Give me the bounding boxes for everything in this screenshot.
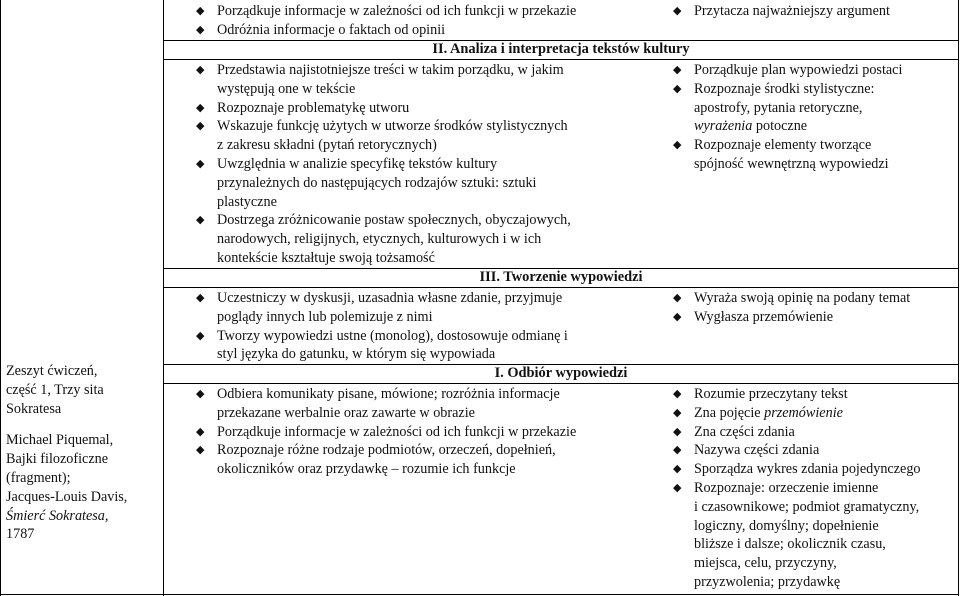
bullet-icon: ◆ [196, 64, 205, 76]
list-item [670, 385, 955, 404]
item-text: Rozumie przeczytany tekst [694, 386, 848, 402]
item-text: Porządkuje informacje w zależności od ich funkcji w przekazie [217, 423, 577, 440]
item-text: logiczny, domyślny; dopełnienie [694, 517, 879, 534]
bullet-icon: ◆ [673, 463, 682, 476]
bullet-icon: ◆ [196, 157, 205, 170]
item-text: styl języka do gatunku, w którym się wypowiada [217, 346, 496, 363]
list-item [193, 289, 653, 327]
item-text: plastyczne [217, 193, 277, 210]
bullet-icon: ◆ [673, 310, 682, 323]
section-title-creation: III. Tworzenie wypowiedzi [479, 269, 643, 285]
list-item [193, 2, 653, 21]
item-text: Rozpoznaje: orzeczenie imienne [694, 479, 879, 496]
bullet-icon: ◆ [673, 139, 682, 152]
list-item [193, 441, 653, 479]
list-item [670, 479, 955, 592]
section2-left-list [193, 61, 653, 268]
bullet-icon: ◆ [196, 329, 205, 342]
item-text: przekazane werbalnie oraz zawarte w obrazie [217, 404, 475, 421]
bullet-icon: ◆ [196, 292, 205, 304]
item-text: narodowych, religijnych, etycznych, kulturowych i w ich [217, 231, 542, 248]
item-text: okoliczników oraz przydawkę – rozumie ich funkcje [217, 461, 516, 478]
bullet-icon: ◆ [196, 444, 205, 457]
source-line: Bajki filozoficzne [6, 451, 109, 468]
bullet-icon: ◆ [196, 214, 205, 227]
item-text: bliższe i dalsze; okolicznik czasu, [694, 536, 886, 553]
item-text: Uczestniczy w dyskusji, uzasadnia własne zdanie, przyjmuje [217, 290, 563, 306]
border-col1 [163, 0, 164, 596]
item-text: wyrażenia [694, 118, 753, 135]
item-text: Porządkuje informacje w zależności od ich funkcji w przekazie [217, 3, 577, 19]
border-right [958, 0, 959, 596]
item-text: Nazywa części zdania [694, 442, 820, 459]
item-text: Wygłasza przemówienie [694, 308, 833, 325]
list-item [193, 99, 653, 118]
list-item [670, 460, 955, 479]
section-title-analysis: II. Analiza i interpretacja tekstów kultury [432, 41, 690, 57]
section-title-reception: I. Odbiór wypowiedzi [494, 365, 628, 381]
item-text: Wskazuje funkcję użytych w utworze środków stylistycznych [217, 118, 568, 135]
item-text: Wyraża swoją opinię na podany temat [694, 290, 911, 306]
source-line: 1787 [6, 526, 35, 543]
bullet-icon: ◆ [673, 64, 682, 76]
item-text: Przedstawia najistotniejsze treści w takim porządku, w jakim [217, 62, 564, 78]
item-text: Zna części zdania [694, 423, 795, 440]
item-text: i czasownikowe; podmiot gramatyczny, [694, 498, 920, 515]
item-text: spójność wewnętrzną wypowiedzi [694, 155, 889, 172]
section3-left-list [193, 289, 653, 364]
top-right-list [670, 2, 955, 21]
bullet-icon: ◆ [673, 444, 682, 457]
bullet-icon: ◆ [673, 82, 682, 95]
bullet-icon: ◆ [673, 425, 682, 438]
section1-right-list [670, 385, 955, 592]
list-item [193, 61, 653, 99]
list-item [670, 441, 955, 460]
source-line: Michael Piquemal, [6, 432, 114, 449]
item-text: przemówienie [764, 404, 843, 421]
item-text: Dostrzega zróżnicowanie postaw społecznych, obyczajowych, [217, 212, 571, 229]
list-item [193, 117, 653, 155]
item-text: Rozpoznaje problematykę utworu [217, 99, 410, 116]
source-line: Zeszyt ćwiczeń, [6, 363, 98, 379]
source-line: część 1, Trzy sita [6, 381, 104, 398]
item-text: kontekście kształtuje swoją tożsamość [217, 249, 435, 266]
divider-section2-bottom [163, 59, 959, 60]
list-item [193, 423, 653, 442]
item-text: Zna pojęcie [694, 404, 765, 421]
item-text: Tworzy wypowiedzi ustne (monolog), dostosowuje odmianę i [217, 327, 568, 344]
bullet-icon: ◆ [673, 388, 682, 400]
section1-left-list [193, 385, 653, 479]
bullet-icon: ◆ [673, 481, 682, 494]
list-item [670, 136, 955, 174]
source-cell [6, 362, 156, 544]
source-line: Jacques-Louis Davis, [6, 488, 128, 505]
list-item [670, 289, 955, 308]
item-text: Odbiera komunikaty pisane, mówione; rozróżnia informacje [217, 386, 560, 402]
item-text: występują one w tekście [217, 80, 356, 97]
list-item [193, 21, 653, 40]
item-text: Odróżnia informacje o faktach od opinii [217, 21, 446, 38]
item-text: Porządkuje plan wypowiedzi postaci [694, 62, 903, 78]
bullet-icon: ◆ [673, 292, 682, 304]
border-bottom [0, 594, 959, 595]
item-text: Przytacza najważniejszy argument [694, 3, 890, 19]
bullet-icon: ◆ [196, 425, 205, 438]
list-item [670, 404, 955, 423]
border-left [0, 0, 1, 596]
divider-section3-bottom [163, 287, 959, 288]
item-text: z zakresu składni (pytań retorycznych) [217, 137, 437, 154]
bullet-icon: ◆ [196, 5, 205, 17]
list-item [670, 423, 955, 442]
list-item [193, 155, 653, 211]
list-item [193, 211, 653, 267]
item-text: Rozpoznaje różne rodzaje podmiotów, orzeczeń, dopełnień, [217, 442, 556, 459]
top-left-list [193, 2, 653, 40]
bullet-icon: ◆ [196, 101, 205, 114]
list-item [193, 327, 653, 365]
item-text: Rozpoznaje środki stylistyczne: [694, 80, 875, 97]
bullet-icon: ◆ [196, 120, 205, 133]
source-line: Sokratesa [6, 400, 62, 417]
item-text: Sporządza wykres zdania pojedynczego [694, 461, 921, 478]
source-line: (fragment); [6, 469, 71, 486]
item-text: przynależnych do następujących rodzajów sztuki: sztuki [217, 174, 537, 191]
bullet-icon: ◆ [673, 406, 682, 419]
section2-right-list [670, 61, 955, 174]
source-line: Śmierć Sokratesa, [6, 507, 109, 524]
bullet-icon: ◆ [196, 388, 205, 400]
divider-section1-bottom [163, 383, 959, 384]
item-text: potoczne [752, 118, 808, 135]
list-item [670, 2, 955, 21]
item-text: poglądy innych lub polemizuje z nimi [217, 308, 433, 325]
item-text: Uwzględnia w analizie specyfikę tekstów kultury [217, 155, 498, 172]
item-text: miejsca, celu, przyczyny, [694, 555, 837, 572]
bullet-icon: ◆ [196, 23, 205, 36]
list-item [670, 80, 955, 136]
item-text: apostrofy, pytania retoryczne, [694, 99, 863, 116]
item-text: przyzwolenia; przydawkę [694, 573, 841, 590]
bullet-icon: ◆ [673, 5, 682, 17]
section3-right-list [670, 289, 955, 327]
list-item [670, 61, 955, 80]
list-item [193, 385, 653, 423]
list-item [670, 308, 955, 327]
item-text: Rozpoznaje elementy tworzące [694, 137, 872, 154]
